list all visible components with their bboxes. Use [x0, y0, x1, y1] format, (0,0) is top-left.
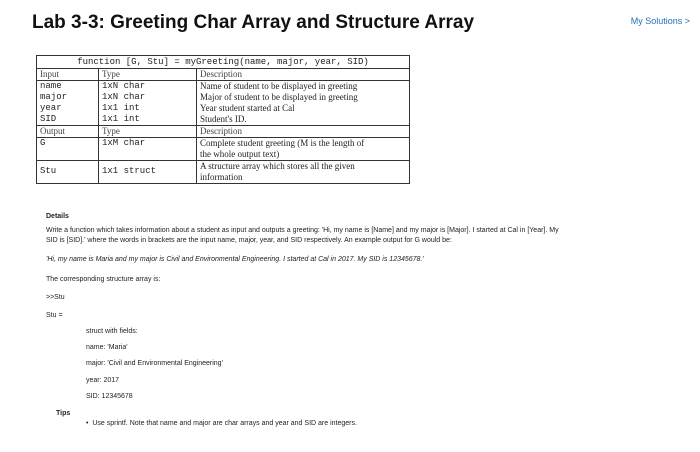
function-signature: function [G, Stu] = myGreeting(name, major, year, SID) — [37, 56, 409, 69]
struct-intro: The corresponding structure array is: — [46, 276, 161, 283]
my-solutions-link[interactable]: My Solutions > — [630, 16, 690, 26]
bullet-icon: • — [86, 420, 93, 427]
output-description-line: the whole output text) — [200, 149, 280, 159]
command-line: >>Stu — [46, 294, 65, 301]
input-header-col: Input — [37, 69, 99, 80]
output-description-line: Complete student greeting (M is the length of — [200, 138, 365, 148]
output-row-stu — [37, 161, 409, 183]
struct-with-fields: struct with fields: — [86, 328, 138, 335]
page-title: Lab 3-3: Greeting Char Array and Structure Array — [32, 12, 475, 33]
field-year: year: 2017 — [86, 377, 120, 384]
input-type: 1xN char — [102, 92, 146, 102]
input-description: Year student started at Cal — [200, 103, 295, 113]
output-row-g — [37, 138, 409, 161]
details-paragraph-line: Write a function which takes information about a student as input and outputs a greeting: 'Hi, my name is [Name] and my major is [Major]. I started at Cal in [Year]. My — [46, 227, 559, 234]
function-spec-table — [36, 55, 410, 184]
input-name: SID — [40, 114, 57, 124]
output-name: G — [37, 138, 99, 160]
input-name: major — [40, 92, 68, 102]
input-header-row — [37, 69, 409, 81]
input-name: year — [40, 103, 62, 113]
field-name: name: 'Maria' — [86, 344, 128, 351]
input-description: Major of student to be displayed in greeting — [200, 92, 358, 102]
input-type: 1x1 int — [102, 103, 140, 113]
type-header-col: Type — [99, 69, 197, 80]
output-type: 1x1 struct — [99, 161, 197, 183]
output-header-col: Output — [37, 126, 99, 137]
inputs-row — [37, 81, 409, 126]
output-description-line: A structure array which stores all the given — [200, 161, 355, 171]
field-major: major: 'Civil and Environmental Engineering' — [86, 360, 223, 367]
tips-bullet — [86, 420, 357, 427]
type-header-col: Type — [99, 126, 197, 137]
tips-bullet-text: Use sprintf. Note that name and major are char arrays and year and SID are integers. — [92, 420, 357, 427]
description-header-col: Description — [200, 126, 242, 136]
output-description-line: information — [200, 172, 243, 182]
description-header-col: Description — [200, 69, 242, 79]
example-output: 'Hi, my name is Maria and my major is Civil and Environmental Engineering. I started at Cal in 2017. My SID is 12345678.' — [46, 256, 424, 263]
input-name: name — [40, 81, 62, 91]
input-description: Student's ID. — [200, 114, 247, 124]
stu-equals: Stu = — [46, 312, 63, 319]
output-header-row — [37, 126, 409, 138]
field-sid: SID: 12345678 — [86, 393, 133, 400]
input-type: 1xN char — [102, 81, 146, 91]
tips-heading: Tips — [56, 410, 71, 417]
output-type: 1xM char — [99, 138, 197, 160]
details-paragraph-line: SID is [SID].' where the words in brackets are the input name, major, year, and SID respectively. An example output for G would be: — [46, 237, 452, 244]
input-type: 1x1 int — [102, 114, 140, 124]
input-description: Name of student to be displayed in greeting — [200, 81, 358, 91]
details-heading: Details — [46, 213, 69, 220]
output-name: Stu — [37, 161, 99, 183]
